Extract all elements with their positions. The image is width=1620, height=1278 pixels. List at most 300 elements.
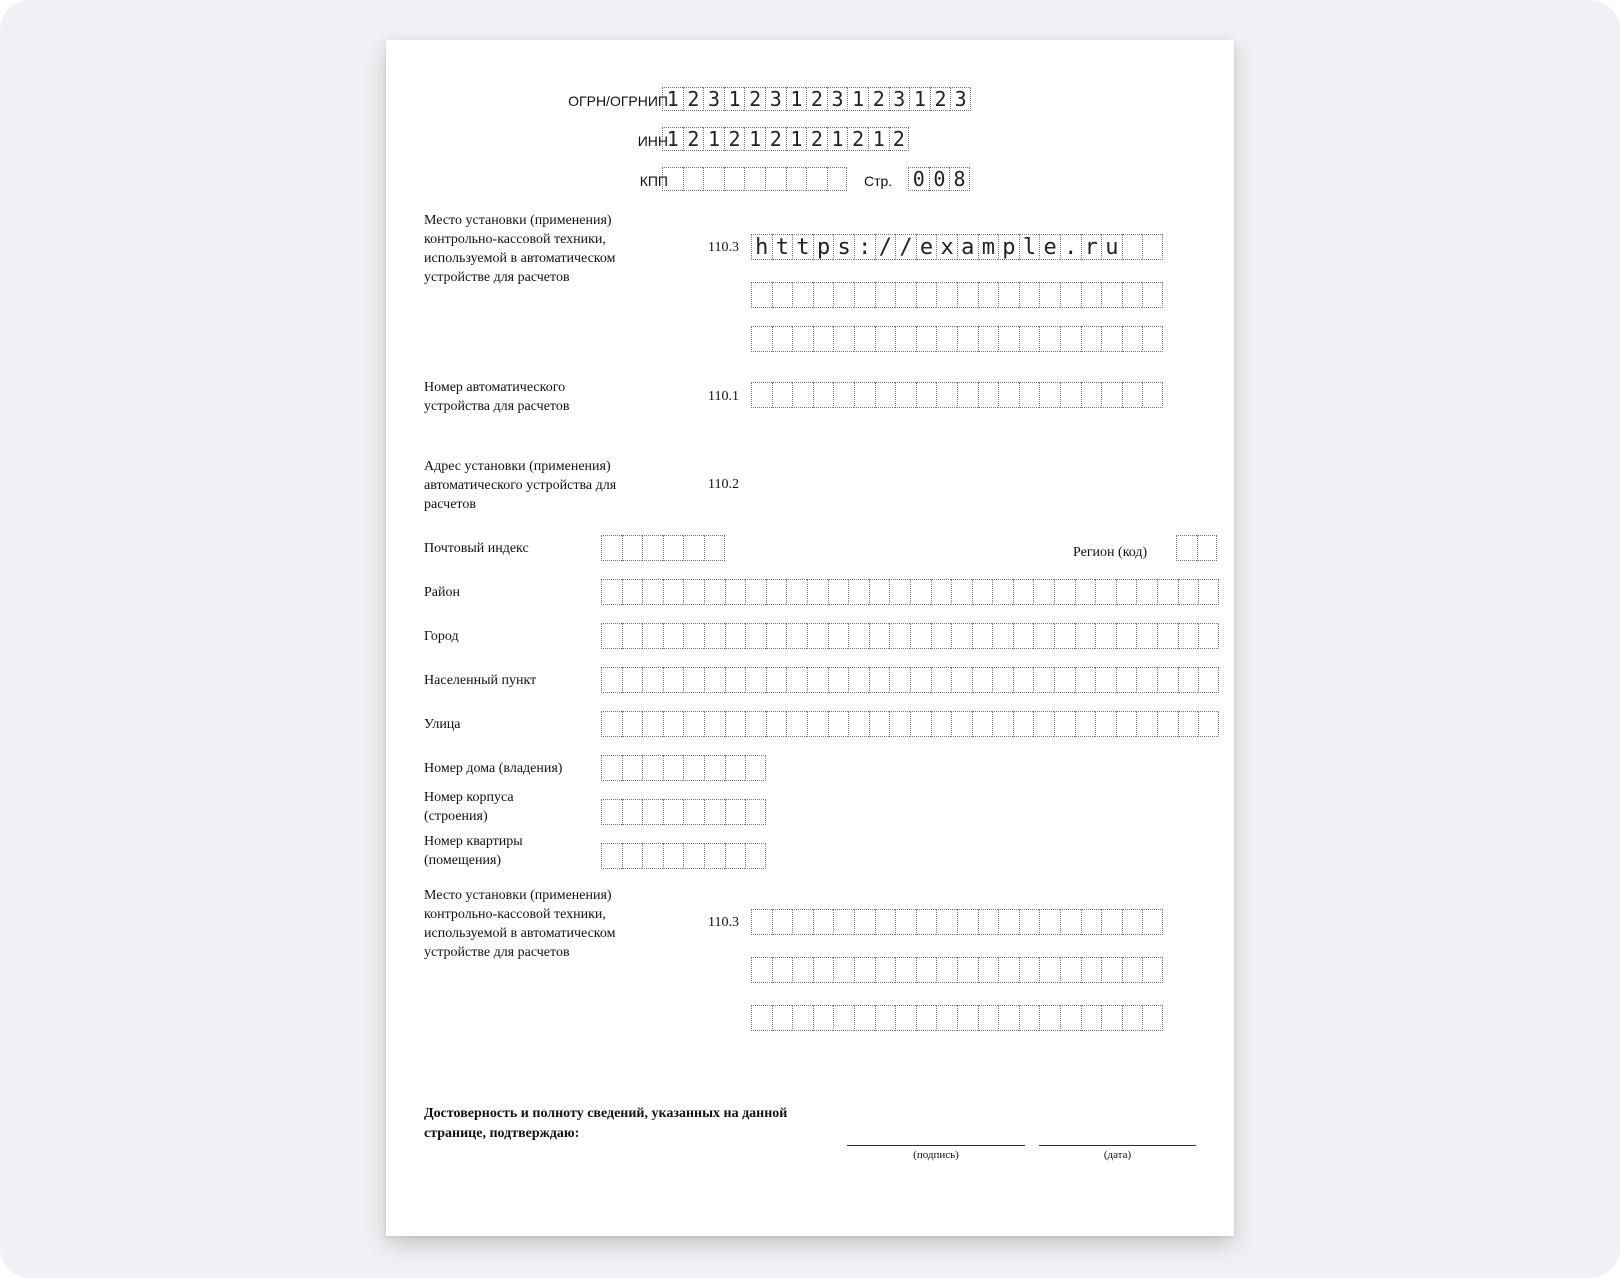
char-cell[interactable] xyxy=(1081,957,1102,983)
char-cell[interactable] xyxy=(1075,711,1096,737)
char-cell[interactable] xyxy=(889,579,910,605)
char-cell[interactable] xyxy=(1081,382,1102,408)
char-cell[interactable] xyxy=(998,957,1019,983)
char-cell[interactable] xyxy=(1176,535,1197,561)
char-cell[interactable] xyxy=(1060,282,1081,308)
char-cell[interactable]: 3 xyxy=(703,87,724,111)
char-cell[interactable] xyxy=(704,711,725,737)
char-cell[interactable]: 1 xyxy=(827,127,848,151)
char-cell[interactable] xyxy=(833,1005,854,1031)
char-cell[interactable] xyxy=(1081,1005,1102,1031)
char-cell[interactable] xyxy=(1157,579,1178,605)
char-cell[interactable] xyxy=(601,535,622,561)
char-cell[interactable]: / xyxy=(875,234,896,260)
char-cell[interactable] xyxy=(663,799,684,825)
installation-place-2-line-1[interactable] xyxy=(751,909,1163,935)
char-cell[interactable] xyxy=(792,326,813,352)
char-cell[interactable] xyxy=(807,579,828,605)
char-cell[interactable]: 1 xyxy=(909,87,930,111)
char-cell[interactable] xyxy=(663,755,684,781)
char-cell[interactable]: 0 xyxy=(908,167,929,191)
char-cell[interactable] xyxy=(792,1005,813,1031)
char-cell[interactable] xyxy=(807,711,828,737)
char-cell[interactable] xyxy=(854,957,875,983)
char-cell[interactable] xyxy=(642,799,663,825)
char-cell[interactable] xyxy=(957,326,978,352)
char-cell[interactable] xyxy=(875,957,896,983)
char-cell[interactable] xyxy=(848,711,869,737)
char-cell[interactable]: p xyxy=(813,234,834,260)
char-cell[interactable] xyxy=(978,326,999,352)
char-cell[interactable] xyxy=(869,623,890,649)
char-cell[interactable] xyxy=(704,755,725,781)
char-cell[interactable] xyxy=(663,667,684,693)
char-cell[interactable]: 1 xyxy=(744,127,765,151)
char-cell[interactable] xyxy=(745,843,766,869)
char-cell[interactable] xyxy=(1060,909,1081,935)
char-cell[interactable]: h xyxy=(751,234,772,260)
char-cell[interactable] xyxy=(725,667,746,693)
char-cell[interactable] xyxy=(725,711,746,737)
char-cell[interactable] xyxy=(745,755,766,781)
char-cell[interactable] xyxy=(1157,623,1178,649)
char-cell[interactable] xyxy=(1095,711,1116,737)
char-cell[interactable]: 3 xyxy=(827,87,848,111)
char-cell[interactable] xyxy=(833,909,854,935)
char-cell[interactable]: : xyxy=(854,234,875,260)
district-field[interactable] xyxy=(601,579,1219,605)
char-cell[interactable] xyxy=(936,382,957,408)
char-cell[interactable] xyxy=(1039,382,1060,408)
char-cell[interactable] xyxy=(1054,711,1075,737)
char-cell[interactable]: 2 xyxy=(889,127,910,151)
char-cell[interactable] xyxy=(1013,667,1034,693)
char-cell[interactable] xyxy=(725,799,746,825)
char-cell[interactable]: 2 xyxy=(724,127,745,151)
char-cell[interactable] xyxy=(792,382,813,408)
char-cell[interactable] xyxy=(1060,1005,1081,1031)
char-cell[interactable] xyxy=(895,282,916,308)
char-cell[interactable] xyxy=(1142,382,1163,408)
char-cell[interactable] xyxy=(875,1005,896,1031)
char-cell[interactable]: 2 xyxy=(930,87,951,111)
char-cell[interactable]: r xyxy=(1081,234,1102,260)
char-cell[interactable] xyxy=(704,843,725,869)
char-cell[interactable]: 1 xyxy=(662,127,683,151)
char-cell[interactable] xyxy=(828,711,849,737)
char-cell[interactable] xyxy=(848,623,869,649)
char-cell[interactable] xyxy=(936,909,957,935)
char-cell[interactable] xyxy=(601,579,622,605)
char-cell[interactable] xyxy=(704,623,725,649)
char-cell[interactable] xyxy=(828,579,849,605)
char-cell[interactable] xyxy=(751,957,772,983)
city-field[interactable] xyxy=(601,623,1219,649)
char-cell[interactable]: 1 xyxy=(724,87,745,111)
installation-place-line-2[interactable] xyxy=(751,282,1163,308)
char-cell[interactable] xyxy=(1116,623,1137,649)
char-cell[interactable] xyxy=(601,711,622,737)
page-number-field[interactable] xyxy=(908,167,970,191)
char-cell[interactable]: e xyxy=(1039,234,1060,260)
char-cell[interactable] xyxy=(745,711,766,737)
char-cell[interactable] xyxy=(662,167,683,191)
char-cell[interactable] xyxy=(869,667,890,693)
char-cell[interactable] xyxy=(936,957,957,983)
char-cell[interactable] xyxy=(813,909,834,935)
char-cell[interactable] xyxy=(931,667,952,693)
char-cell[interactable] xyxy=(1136,623,1157,649)
char-cell[interactable] xyxy=(642,579,663,605)
char-cell[interactable]: 2 xyxy=(868,87,889,111)
char-cell[interactable] xyxy=(998,1005,1019,1031)
char-cell[interactable] xyxy=(703,167,724,191)
char-cell[interactable] xyxy=(998,282,1019,308)
char-cell[interactable] xyxy=(957,957,978,983)
char-cell[interactable] xyxy=(869,579,890,605)
char-cell[interactable] xyxy=(813,382,834,408)
char-cell[interactable] xyxy=(978,909,999,935)
char-cell[interactable] xyxy=(1136,667,1157,693)
char-cell[interactable] xyxy=(772,909,793,935)
char-cell[interactable] xyxy=(1060,957,1081,983)
char-cell[interactable]: 2 xyxy=(683,87,704,111)
char-cell[interactable]: 3 xyxy=(765,87,786,111)
char-cell[interactable] xyxy=(972,711,993,737)
char-cell[interactable] xyxy=(895,326,916,352)
char-cell[interactable] xyxy=(1039,957,1060,983)
char-cell[interactable] xyxy=(642,667,663,693)
char-cell[interactable]: 1 xyxy=(662,87,683,111)
char-cell[interactable] xyxy=(745,799,766,825)
char-cell[interactable]: . xyxy=(1060,234,1081,260)
char-cell[interactable] xyxy=(916,1005,937,1031)
char-cell[interactable] xyxy=(916,382,937,408)
char-cell[interactable] xyxy=(792,957,813,983)
char-cell[interactable] xyxy=(951,623,972,649)
char-cell[interactable] xyxy=(751,382,772,408)
char-cell[interactable] xyxy=(642,535,663,561)
char-cell[interactable] xyxy=(765,167,786,191)
street-field[interactable] xyxy=(601,711,1219,737)
char-cell[interactable] xyxy=(895,1005,916,1031)
char-cell[interactable] xyxy=(875,326,896,352)
char-cell[interactable] xyxy=(772,1005,793,1031)
char-cell[interactable] xyxy=(663,623,684,649)
char-cell[interactable] xyxy=(1075,579,1096,605)
char-cell[interactable] xyxy=(951,579,972,605)
char-cell[interactable] xyxy=(1054,667,1075,693)
char-cell[interactable] xyxy=(1142,326,1163,352)
char-cell[interactable] xyxy=(1142,957,1163,983)
char-cell[interactable] xyxy=(704,799,725,825)
char-cell[interactable] xyxy=(683,843,704,869)
char-cell[interactable] xyxy=(916,909,937,935)
char-cell[interactable] xyxy=(936,326,957,352)
char-cell[interactable] xyxy=(642,843,663,869)
char-cell[interactable] xyxy=(1198,623,1219,649)
char-cell[interactable] xyxy=(1039,1005,1060,1031)
char-cell[interactable] xyxy=(766,623,787,649)
char-cell[interactable] xyxy=(1116,579,1137,605)
char-cell[interactable] xyxy=(622,711,643,737)
char-cell[interactable] xyxy=(972,579,993,605)
char-cell[interactable]: 0 xyxy=(929,167,950,191)
char-cell[interactable] xyxy=(978,957,999,983)
char-cell[interactable] xyxy=(828,667,849,693)
char-cell[interactable] xyxy=(663,711,684,737)
kpp-field[interactable] xyxy=(662,167,847,191)
char-cell[interactable]: m xyxy=(978,234,999,260)
char-cell[interactable] xyxy=(1013,623,1034,649)
signature-line[interactable] xyxy=(847,1145,1025,1146)
char-cell[interactable] xyxy=(992,667,1013,693)
building-number-field[interactable] xyxy=(601,799,766,825)
char-cell[interactable] xyxy=(1013,579,1034,605)
char-cell[interactable] xyxy=(854,282,875,308)
char-cell[interactable] xyxy=(1122,957,1143,983)
char-cell[interactable] xyxy=(622,535,643,561)
char-cell[interactable] xyxy=(848,667,869,693)
char-cell[interactable] xyxy=(1101,282,1122,308)
char-cell[interactable] xyxy=(1122,909,1143,935)
char-cell[interactable] xyxy=(1019,282,1040,308)
char-cell[interactable] xyxy=(1122,1005,1143,1031)
char-cell[interactable] xyxy=(1054,579,1075,605)
apartment-number-field[interactable] xyxy=(601,843,766,869)
char-cell[interactable] xyxy=(833,957,854,983)
char-cell[interactable] xyxy=(725,843,746,869)
char-cell[interactable] xyxy=(1081,282,1102,308)
char-cell[interactable] xyxy=(642,711,663,737)
char-cell[interactable]: 2 xyxy=(683,127,704,151)
char-cell[interactable] xyxy=(1197,535,1218,561)
date-line[interactable] xyxy=(1039,1145,1196,1146)
char-cell[interactable] xyxy=(951,711,972,737)
char-cell[interactable] xyxy=(745,579,766,605)
char-cell[interactable] xyxy=(1142,1005,1163,1031)
char-cell[interactable] xyxy=(978,382,999,408)
char-cell[interactable]: 1 xyxy=(868,127,889,151)
char-cell[interactable] xyxy=(1142,909,1163,935)
char-cell[interactable] xyxy=(854,326,875,352)
char-cell[interactable] xyxy=(683,799,704,825)
char-cell[interactable]: s xyxy=(833,234,854,260)
char-cell[interactable] xyxy=(978,282,999,308)
char-cell[interactable] xyxy=(998,326,1019,352)
char-cell[interactable] xyxy=(786,711,807,737)
char-cell[interactable] xyxy=(992,579,1013,605)
char-cell[interactable] xyxy=(772,282,793,308)
char-cell[interactable] xyxy=(957,282,978,308)
char-cell[interactable] xyxy=(1075,623,1096,649)
char-cell[interactable] xyxy=(1122,326,1143,352)
char-cell[interactable] xyxy=(751,1005,772,1031)
char-cell[interactable] xyxy=(1054,623,1075,649)
char-cell[interactable] xyxy=(931,579,952,605)
char-cell[interactable] xyxy=(622,667,643,693)
char-cell[interactable] xyxy=(1081,326,1102,352)
installation-place-line-3[interactable] xyxy=(751,326,1163,352)
char-cell[interactable] xyxy=(1019,326,1040,352)
char-cell[interactable] xyxy=(910,667,931,693)
char-cell[interactable] xyxy=(683,755,704,781)
char-cell[interactable] xyxy=(1122,234,1143,260)
char-cell[interactable] xyxy=(1039,282,1060,308)
char-cell[interactable] xyxy=(724,167,745,191)
char-cell[interactable] xyxy=(1122,282,1143,308)
char-cell[interactable] xyxy=(1157,667,1178,693)
char-cell[interactable] xyxy=(875,282,896,308)
char-cell[interactable]: t xyxy=(772,234,793,260)
char-cell[interactable] xyxy=(725,579,746,605)
char-cell[interactable] xyxy=(1198,711,1219,737)
char-cell[interactable] xyxy=(910,579,931,605)
char-cell[interactable] xyxy=(848,579,869,605)
char-cell[interactable] xyxy=(663,535,684,561)
char-cell[interactable] xyxy=(869,711,890,737)
char-cell[interactable] xyxy=(936,282,957,308)
char-cell[interactable] xyxy=(663,843,684,869)
char-cell[interactable] xyxy=(813,282,834,308)
char-cell[interactable] xyxy=(889,711,910,737)
char-cell[interactable] xyxy=(875,382,896,408)
char-cell[interactable] xyxy=(772,382,793,408)
char-cell[interactable] xyxy=(1019,382,1040,408)
char-cell[interactable] xyxy=(854,909,875,935)
char-cell[interactable] xyxy=(1013,711,1034,737)
char-cell[interactable]: 1 xyxy=(847,87,868,111)
char-cell[interactable] xyxy=(1157,711,1178,737)
char-cell[interactable] xyxy=(1101,382,1122,408)
char-cell[interactable] xyxy=(895,382,916,408)
char-cell[interactable] xyxy=(1136,579,1157,605)
char-cell[interactable] xyxy=(792,282,813,308)
inn-field[interactable] xyxy=(662,127,909,151)
char-cell[interactable] xyxy=(745,623,766,649)
char-cell[interactable]: u xyxy=(1101,234,1122,260)
char-cell[interactable] xyxy=(766,667,787,693)
char-cell[interactable]: 1 xyxy=(786,87,807,111)
char-cell[interactable] xyxy=(601,667,622,693)
char-cell[interactable]: t xyxy=(792,234,813,260)
char-cell[interactable] xyxy=(1178,579,1199,605)
char-cell[interactable] xyxy=(813,1005,834,1031)
char-cell[interactable] xyxy=(683,667,704,693)
char-cell[interactable] xyxy=(601,843,622,869)
char-cell[interactable]: 8 xyxy=(949,167,970,191)
char-cell[interactable] xyxy=(725,755,746,781)
char-cell[interactable] xyxy=(998,909,1019,935)
ogrn-field[interactable] xyxy=(662,87,971,111)
char-cell[interactable] xyxy=(1081,909,1102,935)
char-cell[interactable] xyxy=(1019,1005,1040,1031)
char-cell[interactable] xyxy=(1136,711,1157,737)
char-cell[interactable]: p xyxy=(998,234,1019,260)
char-cell[interactable] xyxy=(1033,579,1054,605)
char-cell[interactable] xyxy=(704,535,725,561)
char-cell[interactable] xyxy=(1060,382,1081,408)
char-cell[interactable]: / xyxy=(895,234,916,260)
char-cell[interactable]: 1 xyxy=(786,127,807,151)
postal-code-field[interactable] xyxy=(601,535,725,561)
char-cell[interactable] xyxy=(622,579,643,605)
char-cell[interactable] xyxy=(622,843,643,869)
char-cell[interactable] xyxy=(813,957,834,983)
char-cell[interactable] xyxy=(1039,326,1060,352)
char-cell[interactable] xyxy=(766,579,787,605)
char-cell[interactable]: 2 xyxy=(744,87,765,111)
char-cell[interactable] xyxy=(951,667,972,693)
char-cell[interactable] xyxy=(931,711,952,737)
char-cell[interactable] xyxy=(786,579,807,605)
char-cell[interactable] xyxy=(972,667,993,693)
char-cell[interactable] xyxy=(725,623,746,649)
char-cell[interactable] xyxy=(957,1005,978,1031)
char-cell[interactable] xyxy=(895,909,916,935)
char-cell[interactable] xyxy=(786,167,807,191)
house-number-field[interactable] xyxy=(601,755,766,781)
char-cell[interactable] xyxy=(683,579,704,605)
char-cell[interactable] xyxy=(889,667,910,693)
settlement-field[interactable] xyxy=(601,667,1219,693)
char-cell[interactable] xyxy=(889,623,910,649)
char-cell[interactable] xyxy=(992,711,1013,737)
char-cell[interactable] xyxy=(1101,1005,1122,1031)
char-cell[interactable] xyxy=(1095,579,1116,605)
char-cell[interactable] xyxy=(1039,909,1060,935)
char-cell[interactable] xyxy=(1019,957,1040,983)
char-cell[interactable] xyxy=(704,667,725,693)
char-cell[interactable] xyxy=(663,579,684,605)
char-cell[interactable] xyxy=(828,623,849,649)
char-cell[interactable] xyxy=(806,167,827,191)
char-cell[interactable] xyxy=(1033,711,1054,737)
char-cell[interactable] xyxy=(786,667,807,693)
char-cell[interactable] xyxy=(931,623,952,649)
char-cell[interactable] xyxy=(792,909,813,935)
char-cell[interactable]: 2 xyxy=(765,127,786,151)
char-cell[interactable] xyxy=(622,799,643,825)
char-cell[interactable] xyxy=(1101,957,1122,983)
char-cell[interactable] xyxy=(772,957,793,983)
char-cell[interactable] xyxy=(833,326,854,352)
char-cell[interactable] xyxy=(1142,282,1163,308)
char-cell[interactable] xyxy=(1033,623,1054,649)
char-cell[interactable] xyxy=(1178,711,1199,737)
char-cell[interactable] xyxy=(1060,326,1081,352)
char-cell[interactable] xyxy=(978,1005,999,1031)
char-cell[interactable] xyxy=(957,909,978,935)
char-cell[interactable] xyxy=(972,623,993,649)
char-cell[interactable] xyxy=(854,1005,875,1031)
installation-place-2-line-2[interactable] xyxy=(751,957,1163,983)
char-cell[interactable]: 2 xyxy=(806,127,827,151)
char-cell[interactable] xyxy=(1095,623,1116,649)
char-cell[interactable] xyxy=(1122,382,1143,408)
char-cell[interactable]: 3 xyxy=(950,87,971,111)
char-cell[interactable]: l xyxy=(1019,234,1040,260)
char-cell[interactable] xyxy=(936,1005,957,1031)
char-cell[interactable]: e xyxy=(916,234,937,260)
char-cell[interactable] xyxy=(833,282,854,308)
char-cell[interactable] xyxy=(622,623,643,649)
char-cell[interactable]: 3 xyxy=(889,87,910,111)
char-cell[interactable]: 2 xyxy=(806,87,827,111)
char-cell[interactable] xyxy=(751,282,772,308)
char-cell[interactable] xyxy=(683,623,704,649)
char-cell[interactable] xyxy=(833,382,854,408)
